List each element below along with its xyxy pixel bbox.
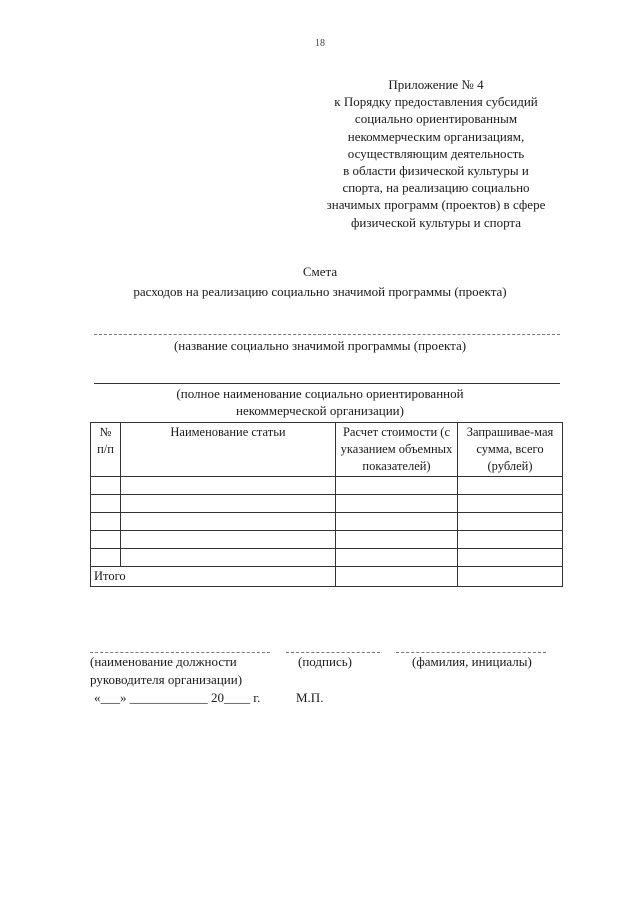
appendix-line: физической культуры и спорта [350,214,522,230]
table-cell[interactable] [91,477,121,495]
table-cell[interactable] [336,477,458,495]
table-cell[interactable] [336,549,458,567]
table-cell[interactable] [336,531,458,549]
table-cell[interactable] [458,549,563,567]
table-row [91,549,563,567]
stamp-place-label: М.П. [296,690,324,705]
table-row [91,531,563,549]
position-caption-line2: руководителя организации) [90,672,243,687]
page-number: 18 [315,38,325,49]
table-row [91,477,563,495]
column-header-number: № п/п [91,423,121,477]
appendix-line: спорта, на реализацию социально [342,180,530,196]
table-cell[interactable] [121,531,336,549]
organization-caption-line2: некоммерческой организации) [236,403,404,418]
appendix-line: значимых программ (проектов) в сфере [326,197,546,213]
table-cell[interactable] [91,495,121,513]
table-cell[interactable] [336,495,458,513]
appendix-line: в области физической культуры и [343,163,529,179]
total-label: Итого [91,567,336,587]
appendix-line: Приложение № 4 [388,77,484,92]
table-cell[interactable] [91,513,121,531]
table-cell[interactable] [121,477,336,495]
table-row [91,513,563,531]
appendix-line: некоммерческим организациям, [347,128,525,144]
organization-name-field[interactable] [94,383,560,384]
appendix-line: осуществляющим деятельность [347,145,525,161]
table-cell[interactable] [336,513,458,531]
table-cell[interactable] [91,531,121,549]
position-field[interactable] [90,652,270,653]
name-field[interactable] [396,652,546,653]
document-subtitle: расходов на реализацию социально значимой программы (проекта) [133,284,507,299]
program-name-field[interactable] [94,334,560,335]
position-caption: (наименование должности [90,654,237,669]
table-header-row [91,423,563,477]
signature-caption: (подпись) [298,654,352,669]
total-cost-cell[interactable] [336,567,458,587]
column-header-cost-calculation: Расчет стоимости (с указанием объемных показателей) [336,423,458,477]
program-name-caption: (название социально значимой программы (проекта) [173,338,467,353]
organization-caption-line1: (полное наименование социально ориентированной [176,386,464,401]
appendix-line: к Порядку предоставления субсидий [334,94,538,110]
document-title: Смета [302,264,338,279]
table-cell[interactable] [458,495,563,513]
table-cell[interactable] [458,513,563,531]
table-cell[interactable] [121,549,336,567]
table-total-row [91,567,563,587]
column-header-item-name: Наименование статьи [121,423,336,477]
appendix-line: социально ориентированным [354,111,518,127]
signature-field[interactable] [286,652,380,653]
table-cell[interactable] [458,477,563,495]
table-cell[interactable] [91,549,121,567]
column-header-requested-sum: Запрашивае-мая сумма, всего (рублей) [458,423,563,477]
table-row [91,495,563,513]
name-caption: (фамилия, инициалы) [412,654,532,669]
table-cell[interactable] [458,531,563,549]
table-cell[interactable] [121,513,336,531]
table-cell[interactable] [121,495,336,513]
estimate-table [90,422,563,587]
appendix-header [296,76,576,231]
total-sum-cell[interactable] [458,567,563,587]
date-field[interactable]: «___» ____________ 20____ г. [94,690,261,705]
